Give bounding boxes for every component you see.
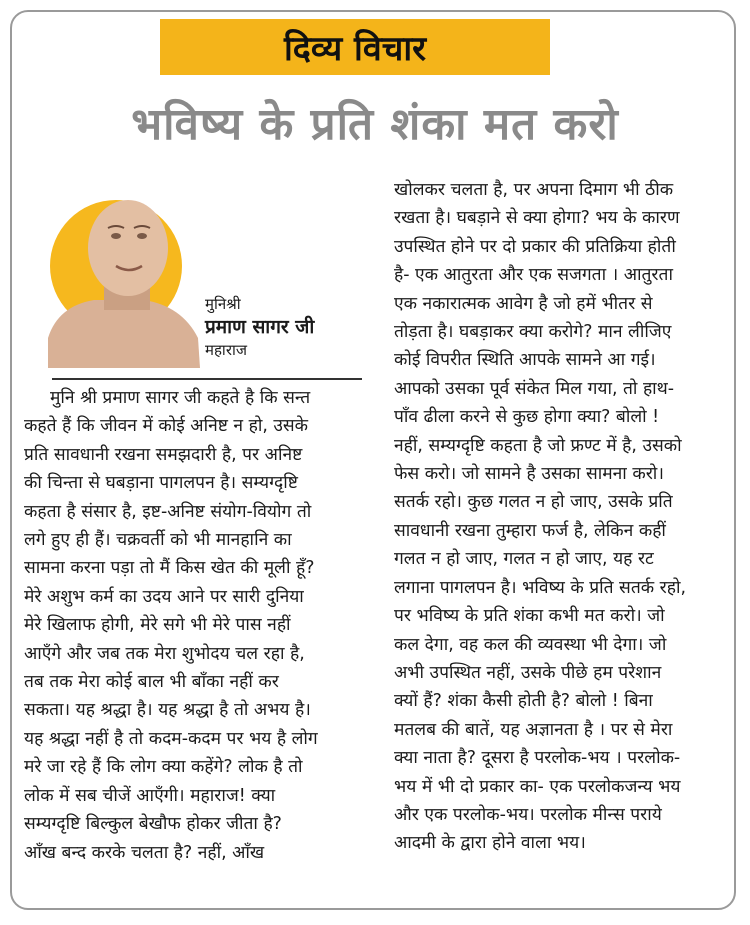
text-line: है- एक आतुरता और एक सजगता । आतुरता <box>394 265 673 286</box>
text-line: आपको उसका पूर्व संकेत मिल गया, तो हाथ- <box>394 378 675 399</box>
text-line: पाँव ढीला करने से कुछ होगा क्या? बोलो ! <box>394 407 660 428</box>
text-line: आएँगे और जब तक मेरा शुभोदय चल रहा है, <box>24 643 305 664</box>
byline-prefix: मुनिश्री <box>205 295 241 313</box>
text-line: कहते हैं कि जीवन में कोई अनिष्ट न हो, उसके <box>24 416 309 437</box>
text-line: तोड़ता है। घबड़ाकर क्या करोगे? मान लीजिए <box>394 322 672 343</box>
portrait-shoulders <box>48 300 200 368</box>
text-line: सकता। यह श्रद्धा है। यह श्रद्धा है तो अभय है। <box>24 700 311 721</box>
text-line: पर भविष्य के प्रति शंका कभी मत करो। जो <box>394 606 665 627</box>
text-line: तब तक मेरा कोई बाल भी बाँका नहीं कर <box>24 672 279 693</box>
byline-suffix: महाराज <box>205 341 247 359</box>
text-line: आदमी के द्वारा होने वाला भय। <box>394 833 586 854</box>
text-line: सावधानी रखना तुम्हारा फर्ज है, लेकिन कहीं <box>394 520 666 541</box>
text-line: कल देगा, वह कल की व्यवस्था भी देगा। जो <box>394 634 667 655</box>
text-line: की चिन्ता से घबड़ाना पागलपन है। सम्यग्दृष्टि <box>24 473 298 494</box>
text-line: मतलब की बातें, यह अज्ञानता है । पर से मेरा <box>394 719 673 740</box>
monk-portrait <box>48 188 208 368</box>
text-line: और एक परलोक-भय। परलोक मीन्स पराये <box>394 804 662 825</box>
text-line: लोक में सब चीजें आएँगी। महाराज! क्या <box>24 785 276 806</box>
byline <box>205 294 365 360</box>
text-line: गलत न हो जाए, गलत न हो जाए, यह रट <box>394 549 654 570</box>
text-line: मेरे अशुभ कर्म का उदय आने पर सारी दुनिया <box>24 586 304 607</box>
text-line: मुनि श्री प्रमाण सागर जी कहते है कि सन्त <box>50 388 311 408</box>
section-label: दिव्य विचार <box>283 29 427 69</box>
text-line: सतर्क रहो। कुछ गलत न हो जाए, उसके प्रति <box>394 492 673 513</box>
byline-name: प्रमाण सागर जी <box>205 316 315 338</box>
headline: भविष्य के प्रति शंका मत करो <box>131 99 619 150</box>
section-banner <box>160 19 550 75</box>
text-line: यह श्रद्धा नहीं है तो कदम-कदम पर भय है लोग <box>24 728 318 749</box>
text-line: आँख बन्द करके चलता है? नहीं, आँख <box>24 842 265 863</box>
text-line: मरे जा रहे हैं कि लोग क्या कहेंगे? लोक है तो <box>24 757 303 778</box>
text-line: भय में भी दो प्रकार का- एक परलोकजन्य भय <box>394 776 681 797</box>
text-line: फेस करो। जो सामने है उसका सामना करो। <box>394 464 664 485</box>
portrait-head <box>88 200 168 296</box>
text-line: कहता है संसार है, इष्ट-अनिष्ट संयोग-वियोग तो <box>24 501 312 522</box>
text-line: मेरे खिलाफ होगी, मेरे सगे भी मेरे पास नहीं <box>24 615 291 636</box>
right-column <box>394 176 722 858</box>
byline-divider <box>52 378 362 380</box>
text-line: नहीं, सम्यग्दृष्टि कहता है जो फ्रण्ट में है, उसको <box>394 435 682 456</box>
text-line: प्रति सावधानी रखना समझदारी है, पर अनिष्ट <box>24 444 303 465</box>
text-line: लगाना पागलपन है। भविष्य के प्रति सतर्क रहो, <box>394 577 686 598</box>
text-line: कोई विपरीत स्थिति आपके सामने आ गई। <box>394 350 656 371</box>
text-line: क्या नाता है? दूसरा है परलोक-भय । परलोक- <box>394 748 681 769</box>
text-line: रखता है। घबड़ाने से क्या होगा? भय के कारण <box>394 208 680 229</box>
left-column <box>24 384 364 867</box>
text-line: एक नकारात्मक आवेग है जो हमें भीतर से <box>394 293 653 314</box>
text-line: लगे हुए ही हैं। चक्रवर्ती को भी मानहानि का <box>24 530 292 551</box>
text-line: अभी उपस्थित नहीं, उसके पीछे हम परेशान <box>394 662 662 683</box>
text-line: खोलकर चलता है, पर अपना दिमाग भी ठीक <box>394 180 674 200</box>
text-line: सामना करना पड़ा तो मैं किस खेत की मूली हूँ? <box>24 558 315 579</box>
text-line: सम्यग्दृष्टि बिल्कुल बेखौफ होकर जीता है? <box>24 814 282 835</box>
text-line: उपस्थित होने पर दो प्रकार की प्रतिक्रिया होती <box>394 236 676 257</box>
text-line: क्यों हैं? शंका कैसी होती है? बोलो ! बिना <box>394 691 653 712</box>
